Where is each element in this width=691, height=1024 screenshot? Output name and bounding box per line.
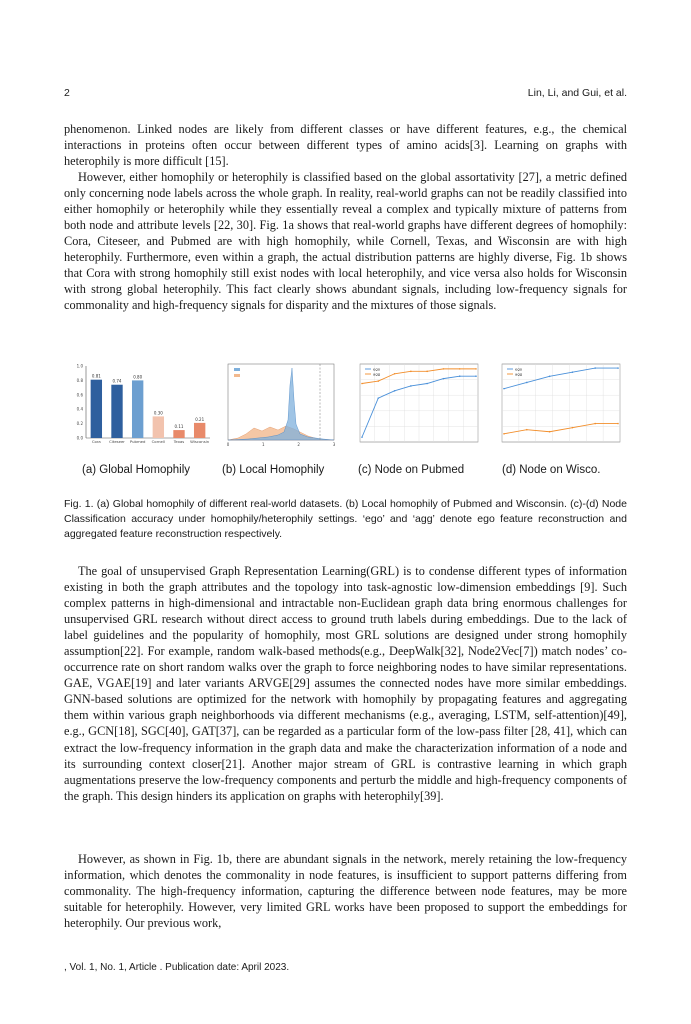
bar	[153, 416, 164, 438]
data-point	[526, 382, 528, 384]
data-point	[410, 371, 412, 373]
data-point	[549, 376, 551, 378]
data-point	[394, 373, 396, 375]
bar-data-label: 0.80	[133, 374, 143, 380]
data-point	[526, 429, 528, 431]
data-point	[594, 367, 596, 369]
data-point	[377, 397, 379, 399]
bar-data-label: 0.11	[174, 424, 184, 430]
legend-swatch-1	[234, 368, 240, 371]
subcaption-c: (c) Node on Pubmed	[358, 464, 465, 476]
chart-node-pubmed	[344, 360, 484, 455]
data-point	[426, 383, 428, 385]
data-point	[394, 390, 396, 392]
x-tick-label: Cornell	[151, 439, 165, 444]
data-point	[443, 378, 445, 380]
data-point	[459, 375, 461, 377]
legend-label: agg	[515, 371, 523, 377]
bar-data-label: 0.30	[153, 410, 163, 416]
data-point	[443, 368, 445, 370]
chart-local-homophily	[216, 360, 344, 455]
y-tick-label: 1.0	[76, 363, 83, 369]
series-line-agg	[504, 424, 618, 434]
x-tick-label: 3	[332, 442, 336, 447]
data-point	[361, 383, 363, 385]
y-tick-label: 0.0	[76, 435, 83, 441]
bar	[91, 380, 102, 438]
x-tick-label: Pubmed	[129, 439, 146, 444]
bar	[194, 423, 205, 438]
y-tick-label: 0.4	[76, 406, 83, 412]
x-tick-label: 0	[226, 442, 230, 447]
legend-label: agg	[373, 371, 381, 377]
x-tick-label: Wisconsin	[190, 439, 210, 444]
chart-node-wisconsin	[486, 360, 626, 455]
x-tick-label: Citeseer	[109, 439, 125, 444]
y-tick-label: 0.2	[76, 421, 83, 427]
data-point	[377, 380, 379, 382]
legend-label: ego	[373, 366, 381, 372]
data-point	[617, 367, 619, 369]
x-tick-label: 1	[262, 442, 265, 447]
chart-global-homophily	[64, 360, 214, 455]
paragraph-3: The goal of unsupervised Graph Representation Learning(GRL) is to condense different types of information existing in both the graph attributes and the topology into task-agnostic low-dimension embeddings [9]. Such complex patterns in high-dimensional and intractable non-Euclidean graph data bring enormous challenges for unsupervised GRL research without direct access to ground truth labels during embeddings. Due to the lack of label guidelines and the popularity of homophily, most GRL solutions are designed under strong homophily assumption[22]. For example, random walk-based methods(e.g., DeepWalk[32], Node2Vec[7]) match nodes’ co-occurrence rate on short random walks over the graph to force neighboring nodes to have similar representations. GAE, VGAE[19] and later variants ARVGE[29] assumes the connected nodes have more similar embeddings. GNN-based solutions are optimized for the network with homophily by propagating features and aggregating them within various graph neighborhoods via different mechanisms (e.g., averaging, LSTM, self-attention)[49], e.g., GCN[18], SGC[40], GAT[37], can be regarded as a particular form of the low-pass filter [28, 41], which can extract the low-frequency information in the graph data and make the characterization information of a node and its surrounding context closer[21]. Another major stream of GRL is contrastive learning in which graph augmentations preserve the low-frequency components and perturb the middle and high-frequency components of the graph. This design hinders its application on graphs with heterophily[39].	[64, 564, 627, 803]
bar	[111, 385, 122, 438]
page-number: 2	[64, 87, 70, 99]
x-tick-label: Cora	[91, 439, 101, 444]
data-point	[594, 423, 596, 425]
data-point	[459, 368, 461, 370]
data-point	[361, 436, 363, 438]
data-point	[572, 371, 574, 373]
data-point	[410, 385, 412, 387]
x-tick-label: 2	[297, 442, 300, 447]
data-point	[549, 431, 551, 433]
paragraph-1: phenomenon. Linked nodes are likely from different classes or have different features, e.g., the chemical interactions in proteins often occur between different types of amino acids[3]. Learning on graphs with heterophily is more difficult [15].	[64, 122, 627, 169]
paragraph-2: However, either homophily or heterophily is classified based on the global assortativity [27], a metric defined only concerning node labels across the whole graph. In reality, real-world graphs can not be readily classified into either homophily or heterophily while they essentially reveal a complex and typically mixture of patterns from both node and attribute levels [22, 30]. Fig. 1a shows that real-world graphs have different degrees of homophily: Cora, Citeseer, and Pubmed are with high homophily, while Cornell, Texas, and Wisconsin are with high heterophily. Furthermore, even within a graph, the actual distribution patterns are highly diverse, Fig. 1b shows that Cora with strong homophily still exist nodes with local heterophily, and vice versa also holds for Wisconsin with strong global heterophily. This fact clearly shows abundant signals, including low-frequency signals for commonality and high-frequency signals for disparity and the mixtures of those signals.	[64, 170, 627, 313]
data-point	[503, 388, 505, 390]
subcaption-b: (b) Local Homophily	[222, 464, 325, 476]
figure-caption: Fig. 1. (a) Global homophily of different real-world datasets. (b) Local homophily of Pubmed and Wisconsin. (c)-(d) Node Classification accuracy under homophily/heterophily settings. ‘ego’ and ‘agg’ denote ego feature reconstruction and aggregated feature reconstruction respectively.	[64, 498, 627, 540]
bar-data-label: 0.74	[112, 378, 122, 384]
y-tick-label: 0.8	[76, 377, 83, 383]
bar-data-label: 0.21	[195, 416, 205, 422]
footer-publication-info: , Vol. 1, No. 1, Article . Publication date: April 2023.	[64, 962, 290, 973]
paragraph-4: However, as shown in Fig. 1b, there are abundant signals in the network, merely retaining the low-frequency information, which denotes the commonality in node features, is insufficient to support patterns differing from commonality. The high-frequency information, capturing the difference between node features, may be more suitable for heterophily. However, very limited GRL works have been proposed to support the embeddings for heterophily. Our previous work,	[64, 852, 627, 931]
bar	[173, 430, 184, 438]
y-tick-label: 0.6	[76, 392, 83, 398]
data-point	[503, 433, 505, 435]
data-point	[617, 423, 619, 425]
bar	[132, 380, 143, 438]
data-point	[475, 368, 477, 370]
subcaption-a: (a) Global Homophily	[82, 464, 191, 476]
data-point	[572, 427, 574, 429]
legend-swatch-2	[234, 374, 240, 377]
data-point	[426, 371, 428, 373]
legend-label: ego	[515, 366, 523, 372]
running-header-authors: Lin, Li, and Gui, et al.	[527, 87, 627, 99]
data-point	[475, 375, 477, 377]
subcaption-d: (d) Node on Wisco.	[502, 464, 601, 476]
x-tick-label: Texas	[173, 439, 185, 444]
bar-data-label: 0.81	[91, 373, 101, 379]
